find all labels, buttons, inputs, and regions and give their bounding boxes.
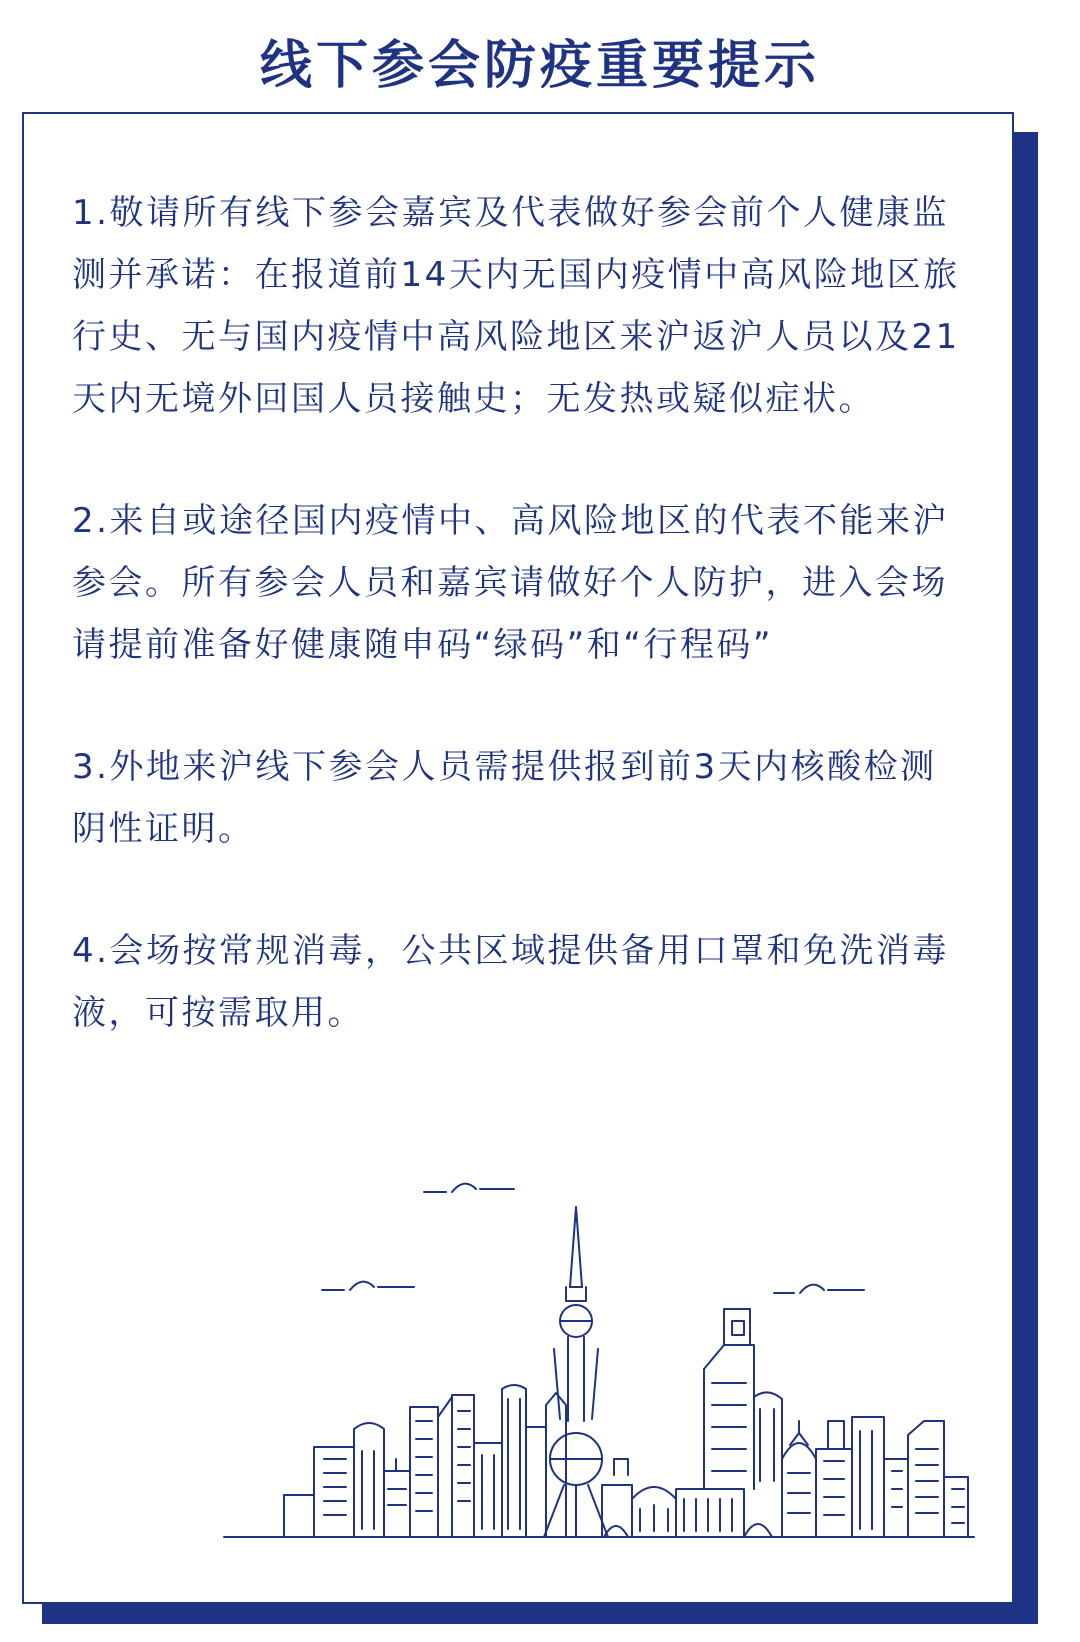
- notice-item-3: 3.外地来沪线下参会人员需提供报到前3天内核酸检测阴性证明。: [72, 747, 937, 849]
- notice-card: [22, 112, 1014, 1604]
- notice-item-4: 4.会场按常规消毒，公共区域提供备用口罩和免洗消毒液，可按需取用。: [72, 931, 949, 1033]
- page-title: 线下参会防疫重要提示: [259, 36, 820, 96]
- notice-item-1: 1.敬请所有线下参会嘉宾及代表做好参会前个人健康监测并承诺：在报道前14天内无国内疫情中高风险地区旅行史、无与国内疫情中高风险地区来沪返沪人员以及21天内无境外回国人员接触史；无发热或疑似症状。: [72, 193, 960, 419]
- notice-item-2: 2.来自或途径国内疫情中、高风险地区的代表不能来沪参会。所有参会人员和嘉宾请做好个人防护，进入会场请提前准备好健康随申码“绿码”和“行程码”: [72, 501, 949, 665]
- notice-list: [72, 182, 972, 1104]
- shanghai-skyline-icon: [184, 1159, 984, 1559]
